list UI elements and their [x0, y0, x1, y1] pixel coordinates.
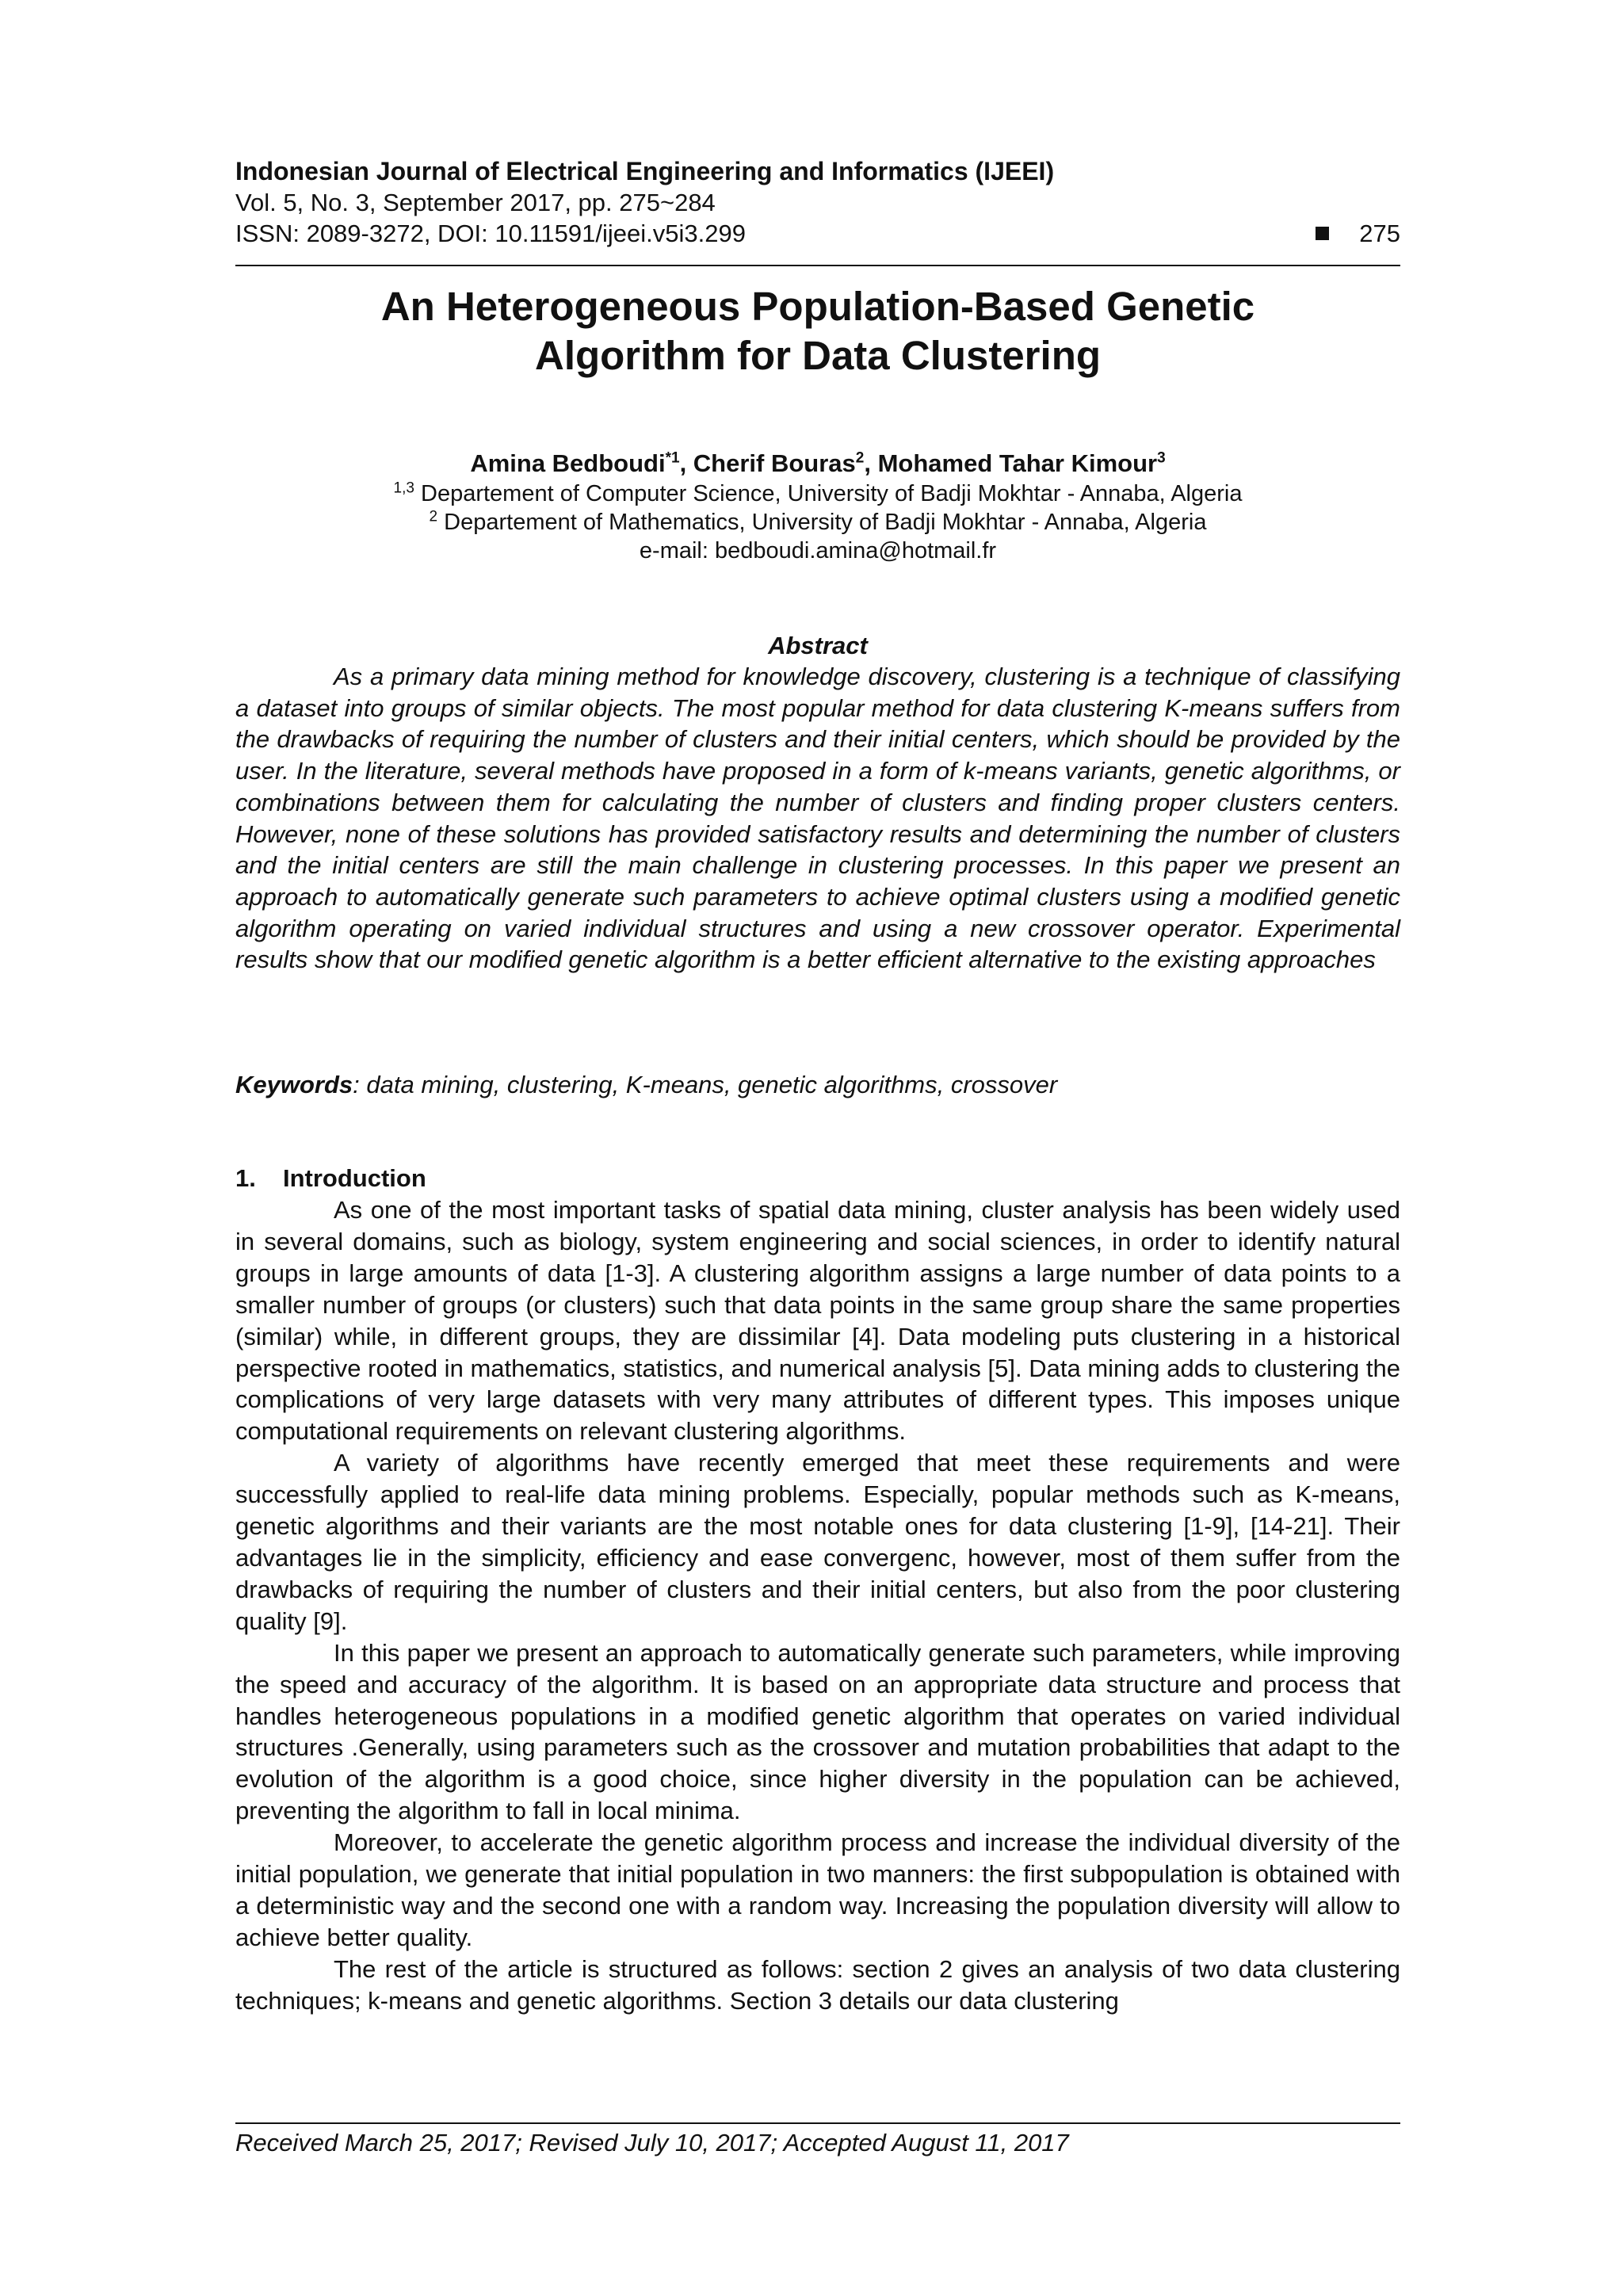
paper-title [235, 282, 1400, 380]
author-1-mark: *1 [665, 449, 680, 467]
footer-rule [235, 2122, 1400, 2124]
author-2: , Cherif Bouras [679, 449, 856, 477]
author-2-mark: 2 [855, 449, 865, 467]
keywords-label: Keywords [235, 1071, 353, 1098]
author-3: , Mohamed Tahar Kimour [864, 449, 1158, 477]
abstract-heading: Abstract [768, 632, 868, 659]
square-bullet-icon [1316, 227, 1329, 240]
paragraph: A variety of algorithms have recently emerged that meet these requirements and were successfully applied to real-life data mining problems. Especially, popular methods such as K-means, genetic algorithms and their variants are the most notable ones for data clustering [1-9], [14-21]. Their advantages lie in the simplicity, efficiency and ease convergenc, however, most of them suffer from the drawbacks of requiring the number of clusters and their initial centers, but also from the poor clustering quality [9]. [235, 1449, 1400, 1635]
keywords-list: : data mining, clustering, K-means, genetic algorithms, crossover [353, 1071, 1058, 1098]
affiliation-1-mark: 1,3 [393, 479, 414, 497]
paragraph: The rest of the article is structured as follows: section 2 gives an analysis of two data clustering techniques; k-means and genetic algorithms. Section 3 details our data clustering [235, 1954, 1400, 2015]
author-list [235, 448, 1400, 479]
section-number: 1. [235, 1164, 256, 1192]
issn-row [235, 218, 1400, 249]
volume-info: Vol. 5, No. 3, September 2017, pp. 275~284 [235, 189, 716, 216]
affiliation-2-text: Departement of Mathematics, University of Badji Mokhtar - Annaba, Algeria [437, 510, 1207, 535]
affiliation-2 [235, 508, 1400, 537]
title-line-2: Algorithm for Data Clustering [534, 333, 1102, 378]
section-body [235, 1194, 1400, 2017]
title-line-1: An Heterogeneous Population-Based Genetic [380, 284, 1255, 329]
keywords [235, 1069, 1400, 1101]
author-1: Amina Bedboudi [470, 449, 666, 477]
header-rule [235, 265, 1400, 266]
paragraph: Moreover, to accelerate the genetic algorithm process and increase the individual diversity of the initial population, we generate that initial population in two manners: the first subpopulation is obtained with a deterministic way and the second one with a random way. Increasing the population diversity will allow to achieve better quality. [235, 1828, 1400, 1951]
section-title: Introduction [283, 1164, 426, 1192]
author-3-mark: 3 [1157, 449, 1166, 467]
page-number-block [1316, 218, 1400, 249]
journal-name: Indonesian Journal of Electrical Engineering and Informatics (IJEEI) [235, 157, 1055, 185]
page-number: 275 [1359, 220, 1400, 247]
received-dates: Received March 25, 2017; Revised July 10, 2017; Accepted August 11, 2017 [235, 2129, 1069, 2157]
abstract-text: As a primary data mining method for knowledge discovery, clustering is a technique of classifying a dataset into groups of similar objects. The most popular method for data clustering K-means suffers from the drawbacks of requiring the number of clusters and their initial centers, which should be provided by the user. In the literature, several methods have proposed in a form of k-means variants, genetic algorithms, or combinations between them for calculating the number of clusters and finding proper clusters centers. However, none of these solutions has provided satisfactory results and determining the number of clusters and the initial centers are still the main challenge in clustering processes. In this paper we present an approach to automatically generate such parameters to achieve optimal clusters using a modified genetic algorithm operating on varied individual structures and using a new crossover operator. Experimental results show that our modified genetic algorithm is a better efficient alternative to the existing approaches [235, 663, 1400, 974]
affiliation-2-mark: 2 [429, 508, 438, 525]
affiliation-1-text: Departement of Computer Science, University of Badji Mokhtar - Annaba, Algeria [414, 481, 1243, 506]
section-heading [235, 1163, 1400, 1194]
paragraph: As one of the most important tasks of spatial data mining, cluster analysis has been widely used in several domains, such as biology, system engineering and social sciences, in order to identify natural groups in large amounts of data [1-3]. A clustering algorithm assigns a large number of data points to a smaller number of groups (or clusters) such that data points in the same group share the same properties (similar) while, in different groups, they are dissimilar [4]. Data modeling puts clustering in a historical perspective rooted in mathematics, statistics, and numerical analysis [5]. Data mining adds to clustering the complications of very large datasets with very many attributes of different types. This imposes unique computational requirements on relevant clustering algorithms. [235, 1196, 1400, 1446]
issn-doi: ISSN: 2089-3272, DOI: 10.11591/ijeei.v5i3.299 [235, 220, 746, 247]
paragraph: In this paper we present an approach to automatically generate such parameters, while improving the speed and accuracy of the algorithm. It is based on an appropriate data structure and process that handles heterogeneous populations in a modified genetic algorithm that operates on varied individual structures .Generally, using parameters such as the crossover and mutation probabilities that adapt to the evolution of the algorithm is a good choice, since higher diversity in the population can be achieved, preventing the algorithm to fall in local minima. [235, 1638, 1400, 1825]
journal-header [235, 155, 1400, 249]
affiliation-1 [235, 479, 1400, 508]
author-email: e-mail: bedboudi.amina@hotmail.fr [639, 538, 997, 563]
